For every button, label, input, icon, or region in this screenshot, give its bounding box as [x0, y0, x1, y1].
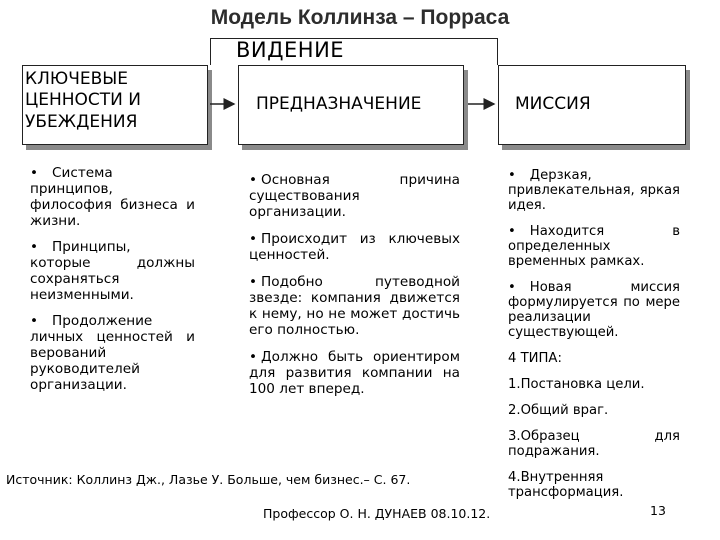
vision-label: ВИДЕНИЕ: [236, 38, 345, 62]
right-item-2: • Находится в определенных временных рамках.: [508, 224, 680, 269]
box-key-values-label: КЛЮЧЕВЫЕ ЦЕННОСТИ И УБЕЖДЕНИЯ: [25, 69, 141, 132]
box-mission-label: МИССИЯ: [515, 94, 591, 114]
middle-column: [249, 172, 460, 408]
type-item-2: 2.Общий враг.: [508, 403, 609, 418]
right-item-3: • Новая миссия формулируется по мере реализации существующей.: [508, 280, 680, 340]
type-item-4: 4.Внутренняя трансформация.: [508, 470, 624, 500]
source-citation: Источник: Коллинз Дж., Лазье У. Больше, чем бизнес.– С. 67.: [6, 472, 411, 487]
left-item-2: • Принципы, которые должны сохраняться неизменными.: [30, 239, 195, 303]
mid-item-1: • Основная причина существования организации.: [249, 172, 460, 220]
right-item-1: • Дерзкая, привлекательная, яркая идея.: [508, 168, 680, 213]
mid-item-4: • Должно быть ориентиром для развития компании на 100 лет вперед.: [249, 349, 460, 397]
left-column: [30, 165, 195, 403]
type-item-3: 3.Образец для подражания.: [508, 429, 680, 459]
mid-item-3: • Подобно путеводной звезде: компания движется к нему, но не может достичь его полностью.: [249, 274, 460, 338]
mid-item-2: • Происходит из ключевых ценностей.: [249, 231, 460, 263]
types-heading: 4 ТИПА:: [508, 351, 562, 366]
footer-author: Профессор О. Н. ДУНАЕВ 08.10.12.: [263, 506, 491, 521]
footer-page-number: 13: [650, 503, 666, 518]
right-column: [508, 168, 680, 511]
slide-title: Модель Коллинза – Порраса: [210, 6, 510, 29]
box-purpose-label: ПРЕДНАЗНАЧЕНИЕ: [256, 94, 422, 114]
left-item-1: • Система принципов, философия бизнеса и жизни.: [30, 165, 195, 229]
left-item-3: • Продолжение личных ценностей и верований руководителей организации.: [30, 313, 195, 393]
type-item-1: 1.Постановка цели.: [508, 377, 645, 392]
